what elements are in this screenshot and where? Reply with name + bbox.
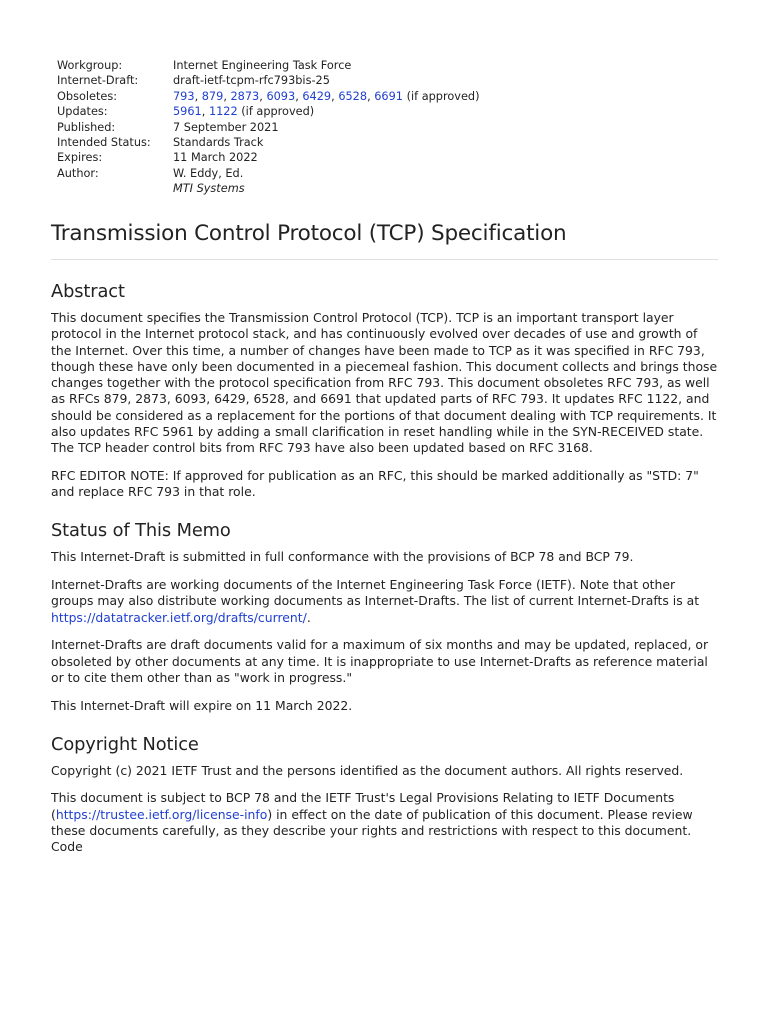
copyright-heading: Copyright Notice <box>51 733 199 755</box>
rfc-link[interactable]: 2873 <box>230 89 260 103</box>
status-paragraph-2: Internet-Drafts are working documents of the Internet Engineering Task Force (IETF). Note that other groups may also distribute working documents as Internet-Drafts. The list of current Internet-Drafts is at https://datatracker.ietf.org/drafts/current/. <box>51 577 700 625</box>
author-affiliation: MTI Systems <box>173 182 245 196</box>
updates-label: Updates: <box>57 105 108 119</box>
published-value: 7 September 2021 <box>173 120 279 134</box>
author-row <box>57 166 480 181</box>
updates-value: 5961, 1122 (if approved) <box>173 105 315 119</box>
status-value: Standards Track <box>173 136 264 150</box>
rfc-link[interactable]: 793 <box>173 89 195 103</box>
expires-row <box>57 150 480 165</box>
document-title: Transmission Control Protocol (TCP) Specification <box>51 221 718 260</box>
author-label: Author: <box>57 166 99 180</box>
copyright-paragraph-2: This document is subject to BCP 78 and the IETF Trust's Legal Provisions Relating to IETF Documents (https://trustee.ietf.org/license-info) in effect on the date of publication of this document. Please review these documents carefully, as they describe your rights and restrictions with respect to this document. Code <box>51 790 693 855</box>
workgroup-row <box>57 58 480 73</box>
rfc-link[interactable]: 879 <box>201 89 224 103</box>
editor-note-paragraph: RFC EDITOR NOTE: If approved for publication as an RFC, this should be marked additionally as "STD: 7" and replace RFC 793 in that role. <box>51 468 699 500</box>
rfc-link[interactable]: 6429 <box>302 89 332 103</box>
abstract-section <box>51 281 718 501</box>
status-memo-heading: Status of This Memo <box>51 520 231 542</box>
status-row <box>57 135 480 150</box>
status-memo-section <box>51 520 718 714</box>
license-info-link[interactable]: https://trustee.ietf.org/license-info <box>55 806 268 822</box>
document-body <box>51 281 718 867</box>
obsoletes-value: 793, 879, 2873, 6093, 6429, 6528, 6691 (if approved) <box>173 89 480 103</box>
affiliation-row <box>57 181 480 196</box>
obsoletes-suffix: (if approved) <box>403 89 480 103</box>
abstract-heading: Abstract <box>51 281 125 302</box>
workgroup-value: Internet Engineering Task Force <box>173 59 352 72</box>
obsoletes-row <box>57 89 480 104</box>
document-header <box>57 58 480 197</box>
abstract-paragraph: This document specifies the Transmission Control Protocol (TCP). TCP is an important transport layer protocol in the Internet protocol stack, and has continuously evolved over decades of use and growth of the Internet. Over this time, a number of changes have been made to TCP as it was specified in RFC 793, though these have only been documented in a piecemeal fashion. This document collects and brings those changes together with the protocol specification from RFC 793. This document obsoletes RFC 793, as well as RFCs 879, 2873, 6093, 6429, 6528, and 6691 that updated parts of RFC 793. It updates RFC 1122, and should be considered as a replacement for the portions of that document dealing with TCP requirements. It also updates RFC 5961 by adding a small clarification in reset handling while in the SYN-RECEIVED state. The TCP header control bits from RFC 793 have also been updated based on RFC 3168. <box>51 310 718 456</box>
author-value: W. Eddy, Ed. <box>173 166 244 180</box>
copyright-section <box>51 734 718 856</box>
rfc-link[interactable]: 6093 <box>266 89 296 103</box>
draft-row <box>57 73 480 88</box>
rfc-link[interactable]: 1122 <box>208 105 238 119</box>
status-paragraph-4: This Internet-Draft will expire on 11 March 2022. <box>51 697 353 713</box>
expires-value: 11 March 2022 <box>173 151 258 165</box>
draft-label: Internet-Draft: <box>57 74 139 88</box>
status-label: Intended Status: <box>57 136 151 150</box>
published-row <box>57 120 480 135</box>
copyright-paragraph-1: Copyright (c) 2021 IETF Trust and the persons identified as the document authors. All rights reserved. <box>51 762 684 778</box>
published-label: Published: <box>57 120 116 134</box>
status-paragraph-1: This Internet-Draft is submitted in full conformance with the provisions of BCP 78 and BCP 79. <box>51 549 634 565</box>
rfc-link[interactable]: 6691 <box>374 89 403 103</box>
obsoletes-label: Obsoletes: <box>57 89 118 103</box>
draft-value: draft-ietf-tcpm-rfc793bis-25 <box>173 74 330 88</box>
updates-row <box>57 104 480 119</box>
expires-label: Expires: <box>57 151 103 165</box>
rfc-link[interactable]: 6528 <box>338 89 368 103</box>
drafts-current-link[interactable]: https://datatracker.ietf.org/drafts/current/ <box>51 609 307 625</box>
rfc-link[interactable]: 5961 <box>173 105 202 119</box>
workgroup-label: Workgroup: <box>57 59 123 72</box>
status-paragraph-3: Internet-Drafts are draft documents valid for a maximum of six months and may be updated, replaced, or obsoleted by other documents at any time. It is inappropriate to use Internet-Drafts as reference material or to cite them other than as "work in progress." <box>51 637 709 686</box>
updates-suffix: (if approved) <box>237 105 315 119</box>
